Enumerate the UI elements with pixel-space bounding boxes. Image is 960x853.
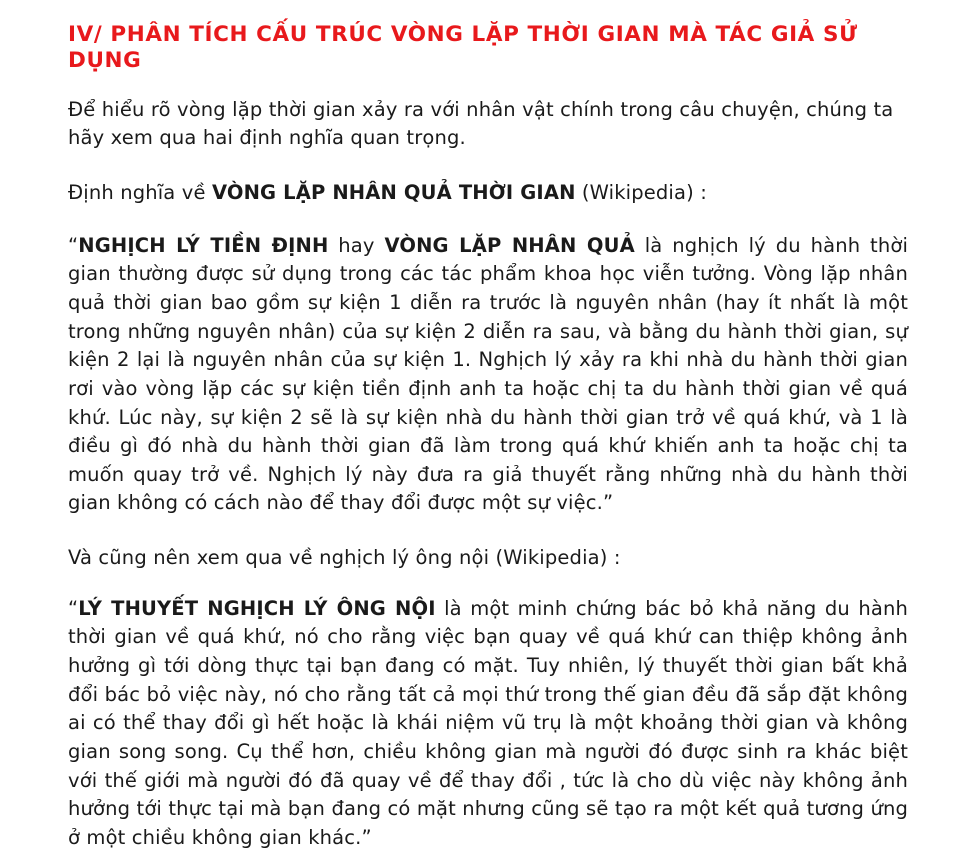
quote-two-open-quote: “ <box>68 596 79 620</box>
definition-lead-term: VÒNG LẶP NHÂN QUẢ THỜI GIAN <box>211 180 576 204</box>
quote-two-term: LÝ THUYẾT NGHỊCH LÝ ÔNG NỘI <box>78 596 436 620</box>
quote-one-term-b: VÒNG LẶP NHÂN QUẢ <box>384 233 635 257</box>
quote-one-paragraph <box>68 232 918 519</box>
quote-one-open-quote: “ <box>68 233 79 257</box>
quote-one-mid: hay <box>328 233 385 257</box>
definition-lead-before: Định nghĩa về <box>68 180 212 204</box>
quote-two-paragraph <box>68 595 918 853</box>
quote-one-term-a: NGHỊCH LÝ TIỀN ĐỊNH <box>78 233 329 257</box>
definition-lead-after: (Wikipedia) : <box>575 180 707 204</box>
intro-paragraph: Để hiểu rõ vòng lặp thời gian xảy ra với nhân vật chính trong câu chuyện, chúng ta hãy xem qua hai định nghĩa quan trọng. <box>68 97 894 150</box>
quote-two-body: là một minh chứng bác bỏ khả năng du hành thời gian về quá khứ, nó cho rằng việc bạn quay về quá khứ can thiệp không ảnh hưởng gì tới dòng thực tại bạn đang có mặt. Tuy nhiên, lý thuyết thời gian bất khả đổi bác bỏ việc này, nó cho rằng tất cả mọi thứ trong thế gian đều đã sắp đặt không ai có thể thay đổi gì hết hoặc là khái niệm vũ trụ là một khoảng thời gian và không gian song song. Cụ thể hơn, chiều không gian mà người đó được sinh ra khác biệt với thế giới mà người đó đã quay về để thay đổi , tức là cho dù việc này không ảnh hưởng tới thực tại mà bạn đang có mặt nhưng cũng sẽ tạo ra một kết quả tương ứng ở một chiều không gian khác.” <box>68 596 908 850</box>
page-title: IV/ PHÂN TÍCH CẤU TRÚC VÒNG LẶP THỜI GIAN MÀ TÁC GIẢ SỬ DỤNG <box>68 22 858 73</box>
middle-line-paragraph: Và cũng nên xem qua về nghịch lý ông nội (Wikipedia) : <box>68 546 621 570</box>
quote-one-body: là nghịch lý du hành thời gian thường được sử dụng trong các tác phẩm khoa học viễn tưởng. Vòng lặp nhân quả thời gian bao gồm sự kiện 1 diễn ra trước là nguyên nhân (hay ít nhất là một trong những nguyên nhân) của sự kiện 2 diễn ra sau, và bằng du hành thời gian, sự kiện 2 lại là nguyên nhân của sự kiện 1. Nghịch lý xảy ra khi nhà du hành thời gian rơi vào vòng lặp các sự kiện tiền định anh ta hoặc chị ta du hành thời gian về quá khứ. Lúc này, sự kiện 2 sẽ là sự kiện nhà du hành thời gian trở về quá khứ, và 1 là điều gì đó nhà du hành thời gian đã làm trong quá khứ khiến anh ta hoặc chị ta muốn quay trở về. Nghịch lý này đưa ra giả thuyết rằng những nhà du hành thời gian không có cách nào để thay đổi được một sự việc.” <box>68 233 909 515</box>
definition-lead-paragraph <box>68 179 918 208</box>
